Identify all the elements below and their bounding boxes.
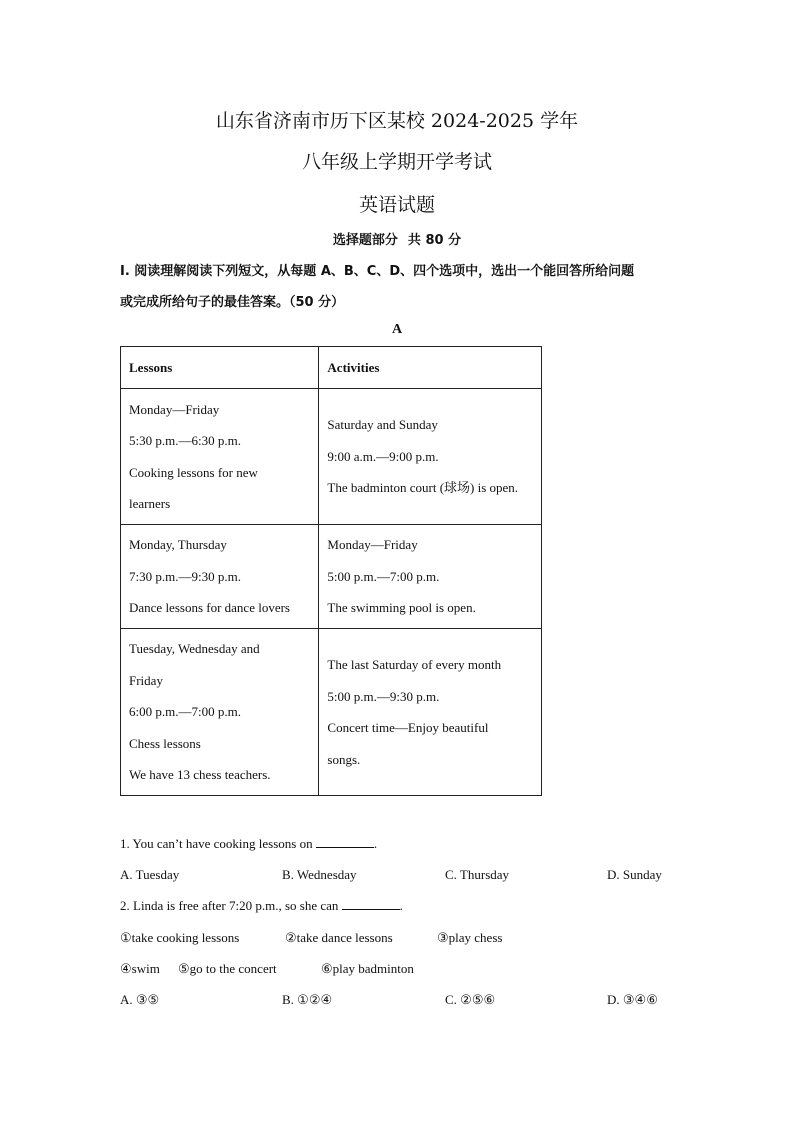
q2-option-b: B. ①②④	[282, 992, 333, 1007]
header-activities: Activities	[319, 347, 542, 389]
cell-line: Dance lessons for dance lovers	[129, 600, 290, 616]
q1-option-d: D. Sunday	[607, 867, 662, 882]
section-subtitle	[0, 229, 794, 248]
q2-choice-2: ②take dance lessons	[285, 930, 393, 945]
cell-line: learners	[129, 496, 171, 511]
cell-line: The badminton court (球场) is open.	[327, 480, 519, 496]
cell-line: 9:00 a.m.—9:00 p.m.	[327, 448, 439, 464]
question-2	[120, 898, 403, 914]
cell-line: Friday	[129, 672, 163, 688]
cell-line: We have 13 chess teachers.	[129, 767, 271, 783]
subtitle-score: 共 80 分	[407, 233, 462, 248]
q1-option-c: C. Thursday	[445, 867, 510, 882]
table-row	[121, 389, 542, 525]
exam-title-line1: 山东省济南市历下区某校 2024-2025 学年	[215, 110, 579, 132]
cell-line: The swimming pool is open.	[327, 600, 476, 616]
answer-blank	[316, 836, 374, 848]
cell-line: Tuesday, Wednesday and	[129, 641, 260, 657]
exam-title-line3: 英语试题	[358, 194, 435, 216]
q2-choice-3: ③play chess	[437, 930, 503, 945]
activity-cell	[319, 629, 542, 796]
question-1-stem: 1. You can’t have cooking lessons on	[120, 836, 313, 851]
q2-choice-6: ⑥play badminton	[321, 961, 414, 976]
q2-choice-5: ⑤go to the concert	[178, 961, 277, 976]
table-row	[121, 629, 542, 796]
q2-option-d: D. ③④⑥	[607, 992, 658, 1007]
answer-blank	[342, 898, 400, 910]
cell-line: 5:30 p.m.—6:30 p.m.	[129, 433, 241, 448]
cell-line: The last Saturday of every month	[327, 657, 502, 672]
cell-line: 6:00 p.m.—7:00 p.m.	[129, 704, 241, 720]
passage-label: A	[391, 322, 403, 337]
q2-option-a: A. ③⑤	[120, 992, 160, 1007]
exam-title-line2: 八年级上学期开学考试	[301, 151, 492, 173]
question-1	[120, 836, 377, 852]
table-header-row	[121, 347, 542, 389]
header-lessons: Lessons	[121, 347, 319, 389]
cell-line: Saturday and Sunday	[327, 417, 438, 433]
q1-option-b: B. Wednesday	[282, 867, 357, 882]
q2-option-c: C. ②⑤⑥	[445, 992, 496, 1007]
cell-line: Monday, Thursday	[129, 537, 227, 553]
question-1-end: .	[373, 836, 378, 851]
cell-line: 5:00 p.m.—9:30 p.m.	[327, 688, 440, 704]
cell-line: Monday—Friday	[129, 401, 220, 417]
question-2-end: .	[399, 898, 403, 913]
cell-line: Monday—Friday	[327, 537, 418, 553]
schedule-table	[120, 346, 542, 796]
cell-line: 7:30 p.m.—9:30 p.m.	[129, 568, 241, 584]
lesson-cell	[121, 629, 319, 796]
cell-line: songs.	[327, 751, 361, 767]
table-row	[121, 525, 542, 629]
lesson-cell	[121, 389, 319, 525]
subtitle-part: 选择题部分	[332, 233, 398, 248]
q2-choice-1: ①take cooking lessons	[120, 930, 240, 945]
lesson-cell	[121, 525, 319, 629]
q1-option-a: A. Tuesday	[120, 867, 180, 882]
cell-line: Concert time—Enjoy beautiful	[327, 720, 489, 735]
q2-choice-4: ④swim	[120, 961, 160, 976]
activity-cell	[319, 389, 542, 525]
cell-line: 5:00 p.m.—7:00 p.m.	[327, 568, 440, 584]
cell-line: Chess lessons	[129, 735, 201, 751]
activity-cell	[319, 525, 542, 629]
question-2-stem: 2. Linda is free after 7:20 p.m., so she can	[120, 898, 339, 913]
cell-line: Cooking lessons for new	[129, 464, 258, 480]
instruction-line1: I. 阅读理解阅读下列短文，从每题 A、B、C、D、四个选项中，选出一个能回答所给问题	[120, 264, 635, 279]
instruction-line2: 或完成所给句子的最佳答案。（50 分）	[120, 295, 345, 310]
